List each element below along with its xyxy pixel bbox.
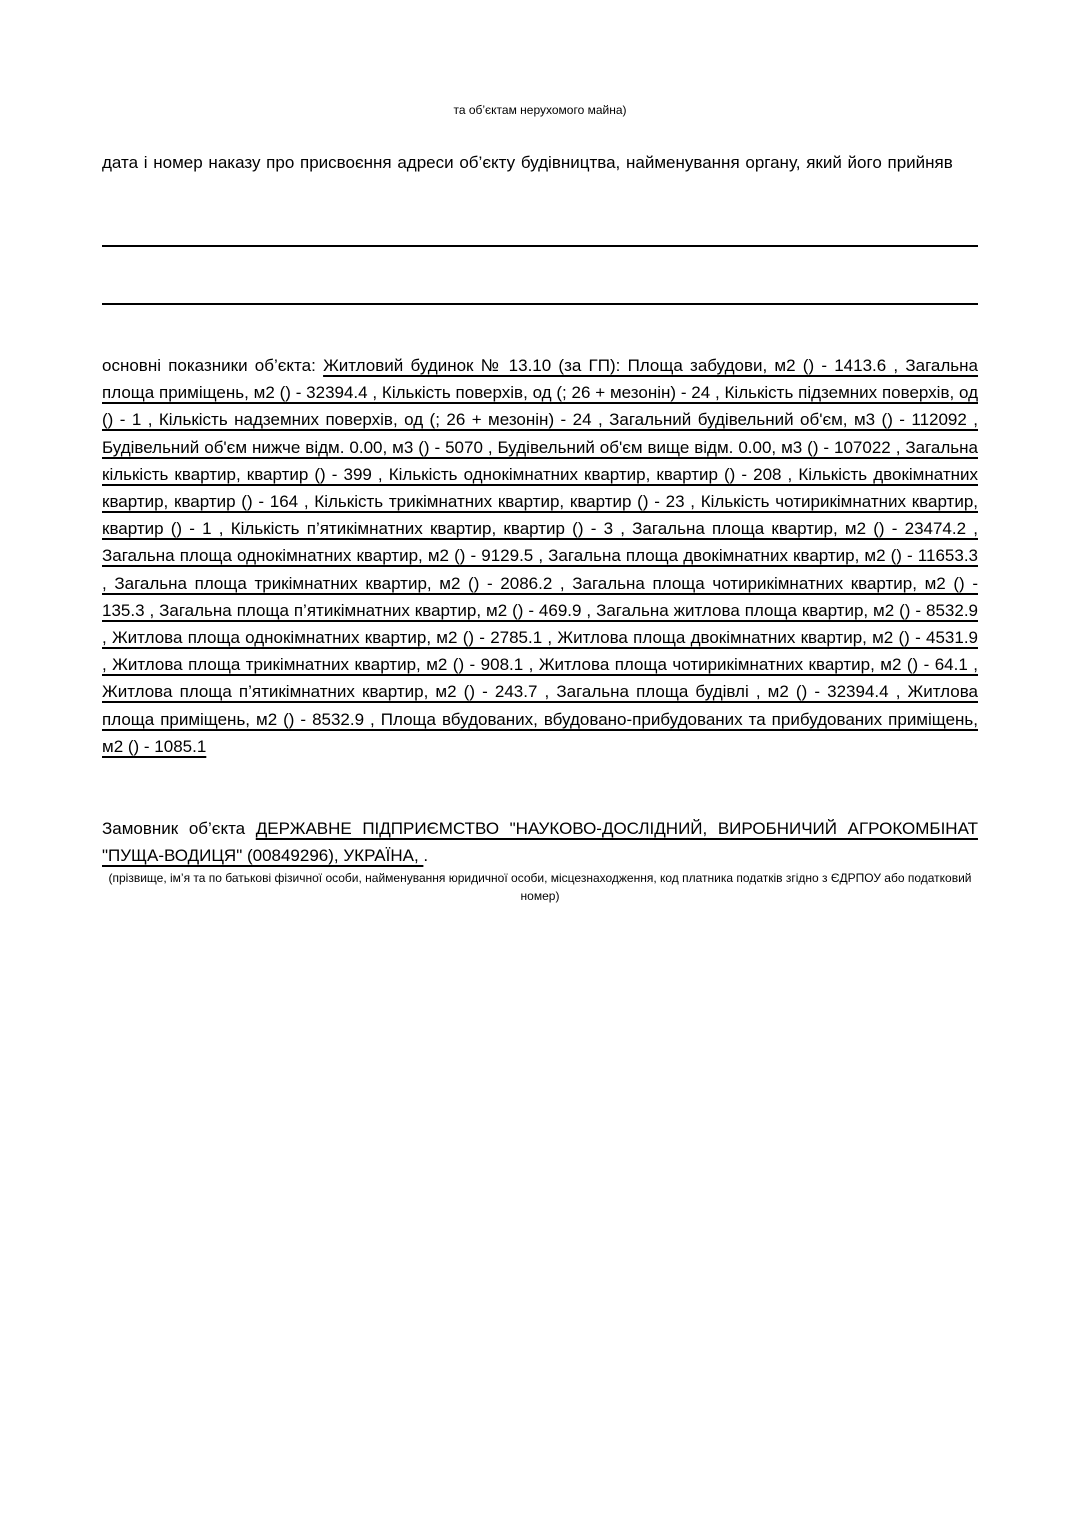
blank-fill-line-1 [102,245,978,247]
customer-caption: (прізвище, ім’я та по батькові фізичної особи, найменування юридичної особи, місцезнаходження, код платника податків згідно з ЄДРПОУ або податковий номер) [108,871,972,903]
customer-paragraph [102,815,978,869]
indicators-paragraph [102,352,978,760]
indicators-value: Житловий будинок № 13.10 (за ГП): Площа забудови, м2 () - 1413.6 , Загальна площа приміщень, м2 () - 32394.4 , Кількість поверхів, од (; 26 + мезонін) - 24 , Кількість підземних поверхів, од () - 1 , Кількість надземних поверхів, од (; 26 + мезонін) - 24 , Загальний будівельний об'єм, м3 () - 112092 , Будівельний об'єм нижче відм. 0.00, м3 () - 5070 , Будівельний об'єм вище відм. 0.00, м3 () - 107022 , Загальна кількість квартир, квартир () - 399 , Кількість однокімнатних квартир, квартир () - 208 , Кількість двокімнатних квартир, квартир () - 164 , Кількість трикімнатних квартир, квартир () - 23 , Кількість чотирикімнатних квартир, квартир () - 1 , Кількість п’ятикімнатних квартир, квартир () - 3 , Загальна площа квартир, м2 () - 23474.2 , Загальна площа однокімнатних квартир, м2 () - 9129.5 , Загальна площа двокімнатних квартир, м2 () - 11653.3 , Загальна площа трикімнатних квартир, м2 () - 2086.2 , Загальна площа чотирикімнатних квартир, м2 () - 135.3 , Загальна площа п’ятикімнатних квартир, м2 () - 469.9 , Загальна житлова площа квартир, м2 () - 8532.9 , Житлова площа однокімнатних квартир, м2 () - 2785.1 , Житлова площа двокімнатних квартир, м2 () - 4531.9 , Житлова площа трикімнатних квартир, м2 () - 908.1 , Житлова площа чотирикімнатних квартир, м2 () - 64.1 , Житлова площа п’ятикімнатних квартир, м2 () - 243.7 , Загальна площа будівлі , м2 () - 32394.4 , Житлова площа приміщень, м2 () - 8532.9 , Площа вбудованих, вбудовано-прибудованих та прибудованих приміщень, м2 () - 1085.1 [102,356,979,756]
order-info-text: дата і номер наказу про присвоєння адреси об’єкту будівництва, найменування органу, який його прийняв [102,153,953,172]
header-caption: та об’єктам нерухомого майна) [453,103,627,117]
customer-suffix: . [423,846,429,865]
indicators-label: основні показники об’єкта: [102,356,324,375]
customer-label: Замовник об’єкта [102,819,256,838]
blank-fill-line-2 [102,303,978,305]
customer-value: ДЕРЖАВНЕ ПІДПРИЄМСТВО "НАУКОВО-ДОСЛІДНИЙ, ВИРОБНИЧИЙ АГРОКОМБІНАТ "ПУЩА-ВОДИЦЯ" (00849296), УКРАЇНА, [102,819,978,865]
